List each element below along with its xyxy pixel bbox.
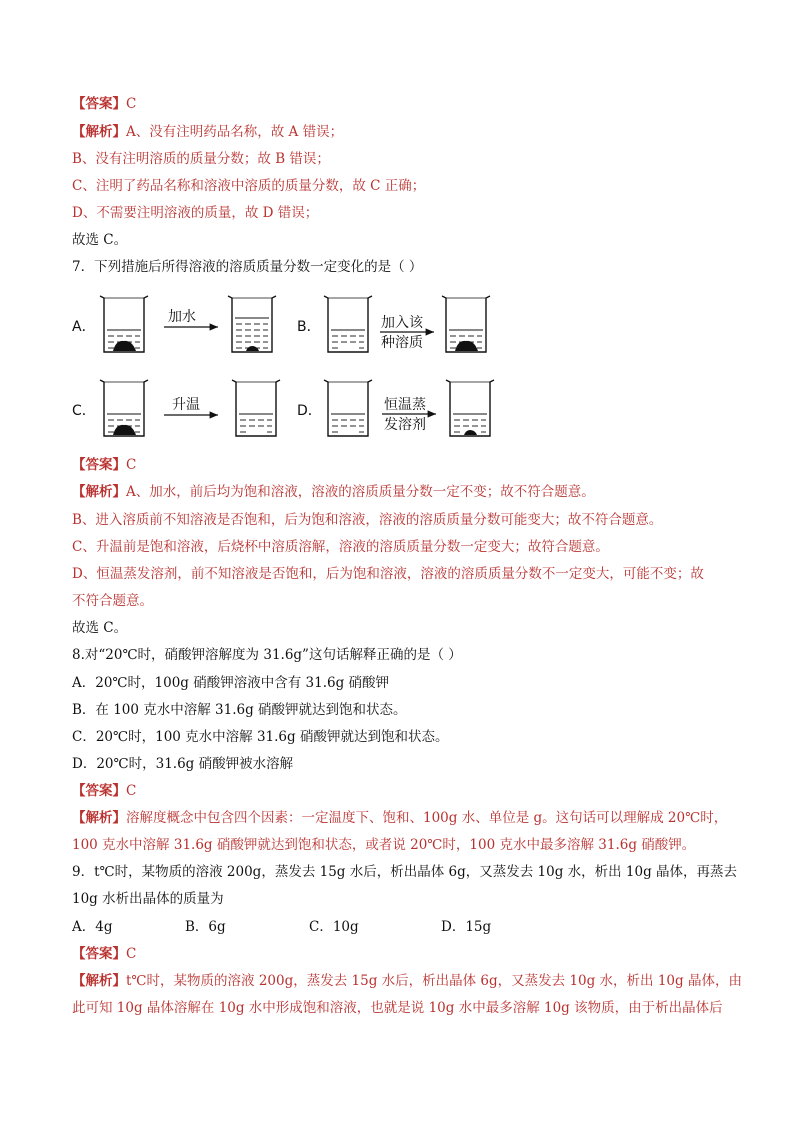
beaker-solution-icon bbox=[324, 380, 374, 440]
beaker-diluted-icon bbox=[228, 296, 278, 356]
right-arrow-icon bbox=[380, 409, 440, 419]
q8-answer-line bbox=[72, 781, 732, 801]
beaker-solution-icon bbox=[324, 296, 374, 356]
q9-analysis-line-2: 此可知 10g 晶体溶解在 10g 水中形成饱和溶液，也就是说 10g 水中最多溶解 10g 该物质，由于析出晶体后 bbox=[72, 1000, 723, 1016]
answer-tag: 【答案】 bbox=[72, 783, 126, 799]
q7-option-a-label: A． bbox=[72, 319, 96, 335]
q9-stem-line-2: 10g 水析出晶体的质量为 bbox=[72, 891, 224, 907]
q8-stem: 8.对“20℃时，硝酸钾溶解度为 31.6g”这句话解释正确的是（ ） bbox=[72, 647, 462, 663]
q6-analysis-line-2: B、没有注明溶质的质量分数；故 B 错误； bbox=[72, 151, 330, 167]
beaker-solution-icon bbox=[232, 380, 282, 440]
analysis-tag: 【解析】 bbox=[72, 124, 126, 140]
beaker-saturated-with-solid-icon bbox=[442, 296, 492, 356]
answer-tag: 【答案】 bbox=[72, 96, 126, 112]
analysis-text: t℃时，某物质的溶液 200g，蒸发去 15g 水后，析出晶体 6g，又蒸发去 10g 水，析出 10g 晶体，由 bbox=[126, 973, 742, 989]
q9-option-b: B．6g bbox=[185, 919, 226, 935]
right-arrow-icon bbox=[378, 327, 438, 337]
q6-analysis-line-3: C、注明了药品名称和溶液中溶质的质量分数，故 C 正确； bbox=[72, 178, 426, 194]
q7-analysis-line-3: C、升温前是饱和溶液，后烧杯中溶质溶解，溶液的溶质质量分数一定变大；故符合题意。 bbox=[72, 539, 609, 555]
q7-option-c-label: C． bbox=[72, 403, 96, 419]
analysis-tag: 【解析】 bbox=[72, 973, 126, 989]
q6-analysis-line-1 bbox=[72, 122, 732, 142]
q7-analysis-line-1 bbox=[72, 482, 732, 502]
q9-stem-line-1: 9．t℃时，某物质的溶液 200g，蒸发去 15g 水后，析出晶体 6g，又蒸发去 10g 水，析出 10g 晶体，再蒸去 bbox=[72, 864, 738, 880]
q9-option-c: C．10g bbox=[309, 919, 359, 935]
analysis-tag: 【解析】 bbox=[72, 810, 126, 826]
q7-stem: 7．下列措施后所得溶液的溶质质量分数一定变化的是（ ） bbox=[72, 259, 423, 275]
answer-value: C bbox=[126, 783, 137, 799]
analysis-text: 溶解度概念中包含四个因素：一定温度下、饱和、100g 水、单位是 g。这句话可以理解成 20℃时， bbox=[126, 810, 728, 826]
q7-option-d-process-1: 恒温蒸 bbox=[384, 397, 426, 413]
answer-tag: 【答案】 bbox=[72, 946, 126, 962]
q7-analysis-line-4: D、恒温蒸发溶剂，前不知溶液是否饱和，后为饱和溶液，溶液的溶质质量分数不一定变大，可能不变；故 bbox=[72, 566, 704, 582]
beaker-saturated-with-solid-icon bbox=[100, 296, 150, 356]
answer-tag: 【答案】 bbox=[72, 457, 126, 473]
q7-answer-line bbox=[72, 455, 732, 475]
q9-option-a: A．4g bbox=[72, 919, 113, 935]
q8-analysis-line-1 bbox=[72, 808, 732, 828]
q9-answer-line bbox=[72, 944, 732, 964]
q9-option-d: D．15g bbox=[441, 919, 492, 935]
q8-option-b: B．在 100 克水中溶解 31.6g 硝酸钾就达到饱和状态。 bbox=[72, 702, 407, 718]
analysis-text: A、加水，前后均为饱和溶液，溶液的溶质质量分数一定不变；故不符合题意。 bbox=[126, 484, 595, 500]
right-arrow-icon bbox=[162, 322, 222, 332]
beaker-saturated-with-solid-icon bbox=[100, 380, 150, 440]
q8-analysis-line-2: 100 克水中溶解 31.6g 硝酸钾就达到饱和状态，或者说 20℃时，100 克水中最多溶解 31.6g 硝酸钾。 bbox=[72, 837, 696, 853]
q8-option-d: D．20℃时，31.6g 硝酸钾被水溶解 bbox=[72, 756, 294, 772]
q7-analysis-line-5: 不符合题意。 bbox=[72, 593, 153, 609]
q7-option-d-process-2: 发溶剂 bbox=[384, 417, 426, 433]
right-arrow-icon bbox=[162, 410, 222, 420]
analysis-text: A、没有注明药品名称，故 A 错误； bbox=[126, 124, 344, 140]
q7-conclusion: 故选 C。 bbox=[72, 620, 128, 636]
answer-value: C bbox=[126, 96, 137, 112]
answer-value: C bbox=[126, 946, 137, 962]
q7-option-a-process: 加水 bbox=[168, 309, 196, 325]
q7-option-b-label: B． bbox=[297, 319, 321, 335]
q6-analysis-line-4: D、不需要注明溶液的质量，故 D 错误； bbox=[72, 205, 319, 221]
q8-option-c: C．20℃时，100 克水中溶解 31.6g 硝酸钾就达到饱和状态。 bbox=[72, 729, 449, 745]
answer-value: C bbox=[126, 457, 137, 473]
beaker-saturated-with-solid-icon bbox=[446, 380, 496, 440]
q6-answer-line bbox=[72, 94, 732, 114]
q7-option-b-process-2: 种溶质 bbox=[381, 335, 423, 351]
q7-option-d-label: D． bbox=[297, 403, 322, 419]
q7-option-b-process-1: 加入该 bbox=[381, 315, 423, 331]
q6-conclusion: 故选 C。 bbox=[72, 232, 128, 248]
q7-analysis-line-2: B、进入溶质前不知溶液是否饱和，后为饱和溶液，溶液的溶质质量分数可能变大；故不符合题意。 bbox=[72, 512, 663, 528]
analysis-tag: 【解析】 bbox=[72, 484, 126, 500]
q8-option-a: A．20℃时，100g 硝酸钾溶液中含有 31.6g 硝酸钾 bbox=[72, 675, 390, 691]
q7-option-c-process: 升温 bbox=[172, 397, 200, 413]
q9-analysis-line-1 bbox=[72, 971, 742, 991]
